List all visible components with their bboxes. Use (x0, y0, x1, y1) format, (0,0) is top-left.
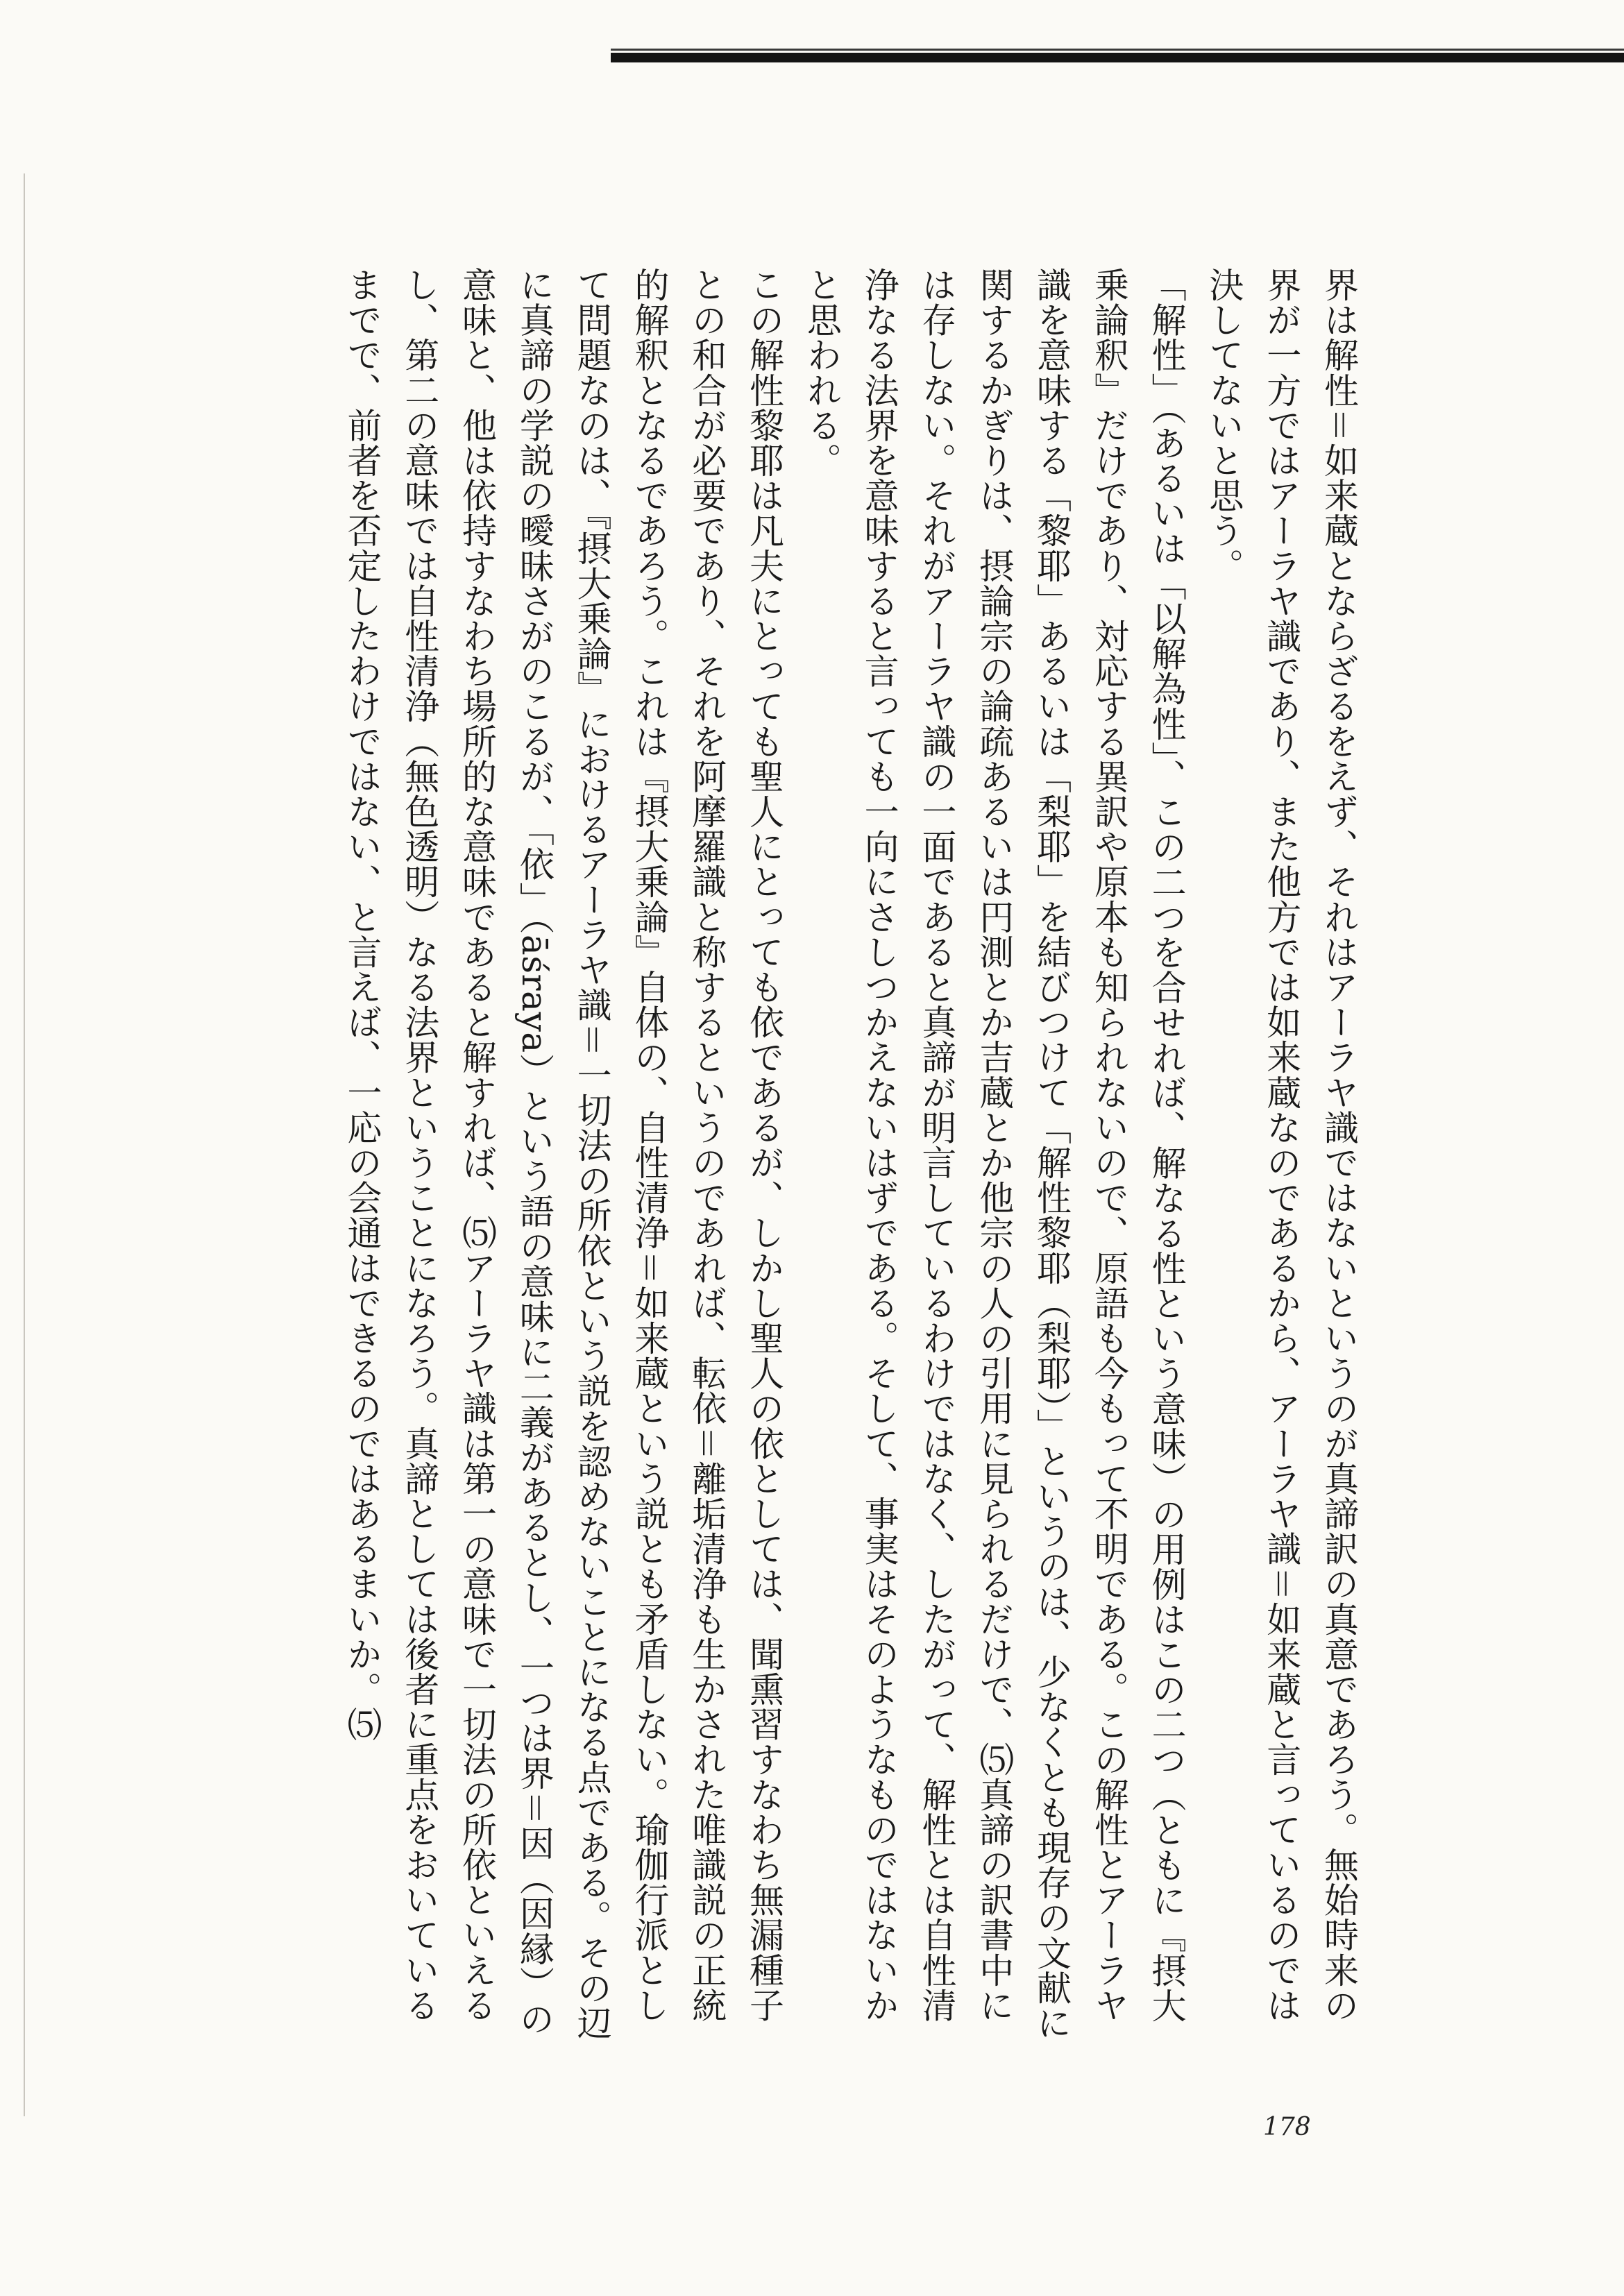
paragraph-3: この解性黎耶は凡夫にとっても聖人にとっても依であるが、しかし聖人の依としては、聞熏習すなわち無漏種子との和合が必要であり、それを阿摩羅識と称するというのであれば、転依＝離垢清浄も生かされた唯識説の正統的解釈となるであろう。これは『摂大乗論』自体の、自性清浄＝如来蔵という説とも矛盾しない。瑜伽行派として問題なのは、『摂大乗論』におけるアーラヤ識＝一切法の所依という説を認めないことになる点である。その辺に真諦の学説の曖昧さがのこるが、「依」（āśraya）という語の意味に二義があるとし、一つは界＝因（因縁）の意味と、他は依持すなわち場所的な意味であると解すれば、⑸アーラヤ識は第一の意味で一切法の所依といえるし、第二の意味では自性清浄（無色透明）なる法界ということになろう。真諦としては後者に重点をおいているまでで、前者を否定したわけではない、と言えば、一応の会通はできるのではあるまいか。⑸ (341, 267, 785, 2041)
body-text (278, 267, 1367, 2057)
header-rule-thin (611, 49, 1624, 51)
header-rule (611, 53, 1624, 62)
paragraph-2: 「解性」（あるいは「以解為性」、この二つを合せれば、解なる性という意味）の用例はこの二つ（ともに『摂大乗論釈』だけであり、対応する異訳や原本も知られないので、原語も今もって不明である。この解性とアーラヤ識を意味する「黎耶」あるいは「梨耶」を結びつけて「解性黎耶（梨耶）」というのは、少なくとも現存の文献に関するかぎりは、摂論宗の論疏あるいは円測とか吉蔵とか他宗の人の引用に見られるだけで、⑸真諦の訳書中には存しない。それがアーラヤ識の一面であると真諦が明言しているわけではなく、したがって、解性とは自性清浄なる法界を意味すると言っても一向にさしつかえないはずである。そして、事実はそのようなものではないかと思われる。 (801, 267, 1187, 2041)
page-number: 178 (1263, 2113, 1311, 2141)
page-edge-shadow (24, 173, 25, 2116)
paragraph-1: 界は解性＝如来蔵とならざるをえず、それはアーラヤ識ではないというのが真諦訳の真意であろう。無始時来の界が一方ではアーラヤ識であり、また他方では如来蔵なのであるから、アーラヤ識＝如来蔵と言っているのでは決してないと思う。 (1203, 267, 1359, 2023)
